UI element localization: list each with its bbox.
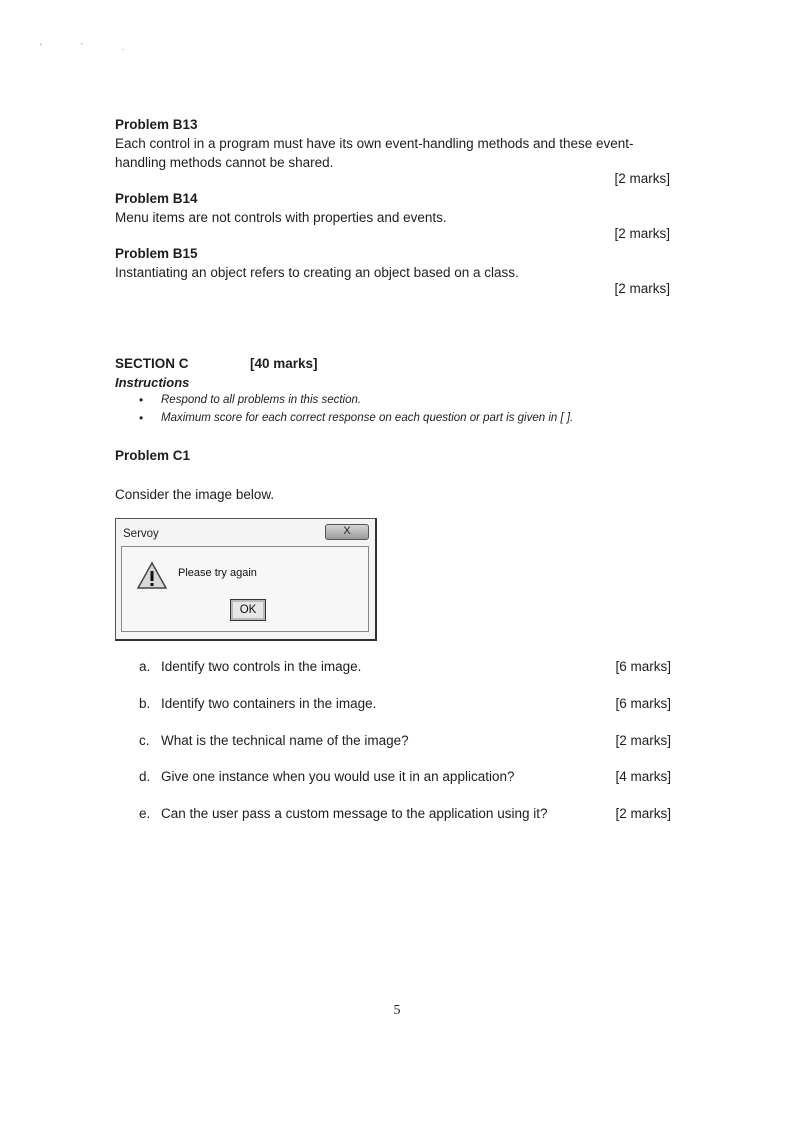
warning-triangle-icon: [136, 561, 168, 591]
bullet-icon: •: [139, 411, 144, 425]
question-text: Identify two containers in the image.: [161, 696, 377, 711]
instruction-item: • Respond to all problems in this section.: [139, 393, 362, 407]
question-marks: [6 marks]: [615, 696, 671, 711]
message-box-image: [115, 518, 377, 641]
question-letter: b.: [139, 696, 151, 711]
question-e: [139, 806, 671, 826]
question-marks: [4 marks]: [615, 769, 671, 784]
page-number: 5: [393, 1003, 401, 1018]
section-c-total-marks: [40 marks]: [250, 356, 318, 371]
dialog-ok-button[interactable]: OK: [230, 599, 266, 621]
instruction-item: • Maximum score for each correct response on each question or part is given in [ ].: [139, 411, 574, 425]
problem-b15-marks: [2 marks]: [614, 281, 670, 296]
problem-b13-title: Problem B13: [115, 117, 198, 132]
question-text: What is the technical name of the image?: [161, 733, 409, 748]
problem-c1-title: Problem C1: [115, 448, 191, 463]
question-text: Give one instance when you would use it in an application?: [161, 769, 515, 784]
instructions-list: [139, 391, 573, 427]
question-text: Identify two controls in the image.: [161, 659, 362, 674]
question-a: [139, 659, 671, 679]
question-letter: e.: [139, 806, 151, 821]
question-marks: [2 marks]: [615, 733, 671, 748]
question-d: [139, 769, 671, 789]
dialog-body: [121, 546, 369, 632]
scan-artifact: ' ` .: [40, 42, 143, 52]
problem-b15-text: Instantiating an object refers to creating an object based on a class.: [115, 265, 519, 280]
question-marks: [6 marks]: [615, 659, 671, 674]
dialog-close-button[interactable]: X: [325, 524, 369, 540]
bullet-icon: •: [139, 393, 144, 407]
problem-b14-text: Menu items are not controls with properties and events.: [115, 210, 447, 225]
question-text: Can the user pass a custom message to the application using it?: [161, 806, 548, 821]
question-letter: d.: [139, 769, 151, 784]
problem-b14-title: Problem B14: [115, 191, 198, 206]
dialog-message: Please try again: [178, 567, 257, 579]
problem-b15-title: Problem B15: [115, 246, 198, 261]
question-letter: a.: [139, 659, 151, 674]
question-marks: [2 marks]: [615, 806, 671, 821]
question-letter: c.: [139, 733, 150, 748]
problem-b13-text: Each control in a program must have its own event-handling methods and these event-handling methods cannot be shared.: [115, 136, 634, 170]
problem-b14-marks: [2 marks]: [614, 226, 670, 241]
question-b: [139, 696, 671, 716]
question-c: [139, 733, 671, 753]
problem-b13-marks: [2 marks]: [614, 171, 670, 186]
section-c-heading: SECTION C: [115, 356, 189, 371]
instructions-title: Instructions: [115, 375, 190, 390]
dialog-title: Servoy: [123, 528, 159, 540]
problem-c1-intro: Consider the image below.: [115, 487, 275, 502]
